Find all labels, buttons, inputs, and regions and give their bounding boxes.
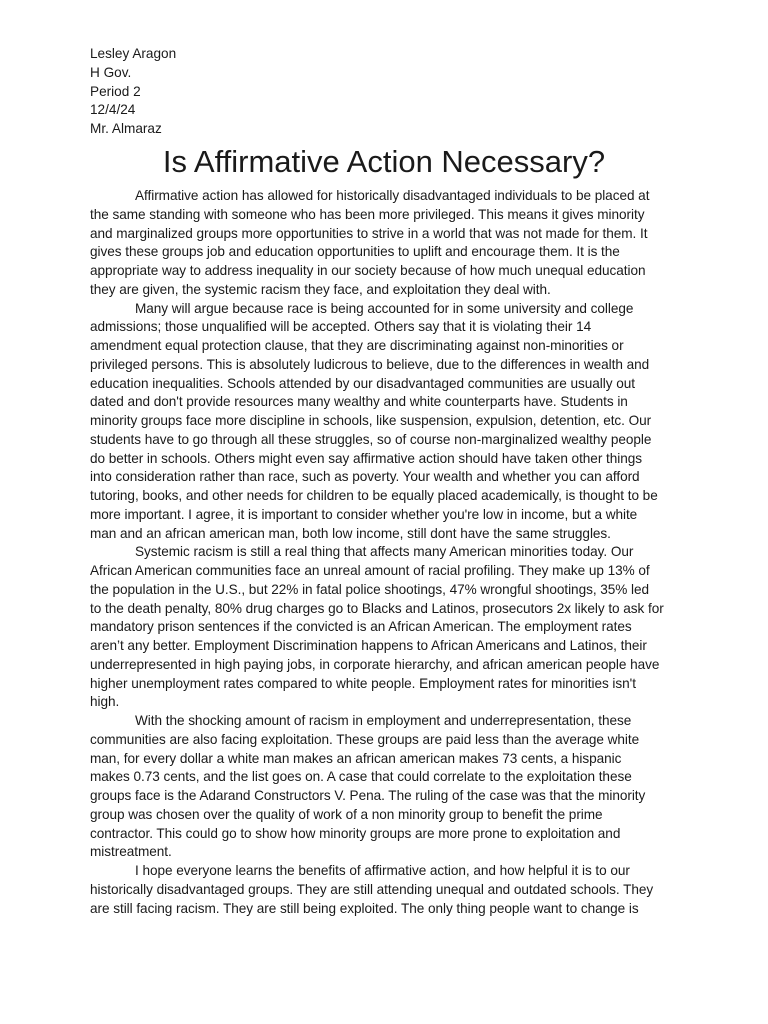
paragraph-line: to the death penalty, 80% drug charges go to Blacks and Latinos, prosecutors 2x likely to ask for (90, 600, 664, 616)
paragraph-line: historically disadvantaged groups. They are still attending unequal and outdated schools. They (90, 881, 654, 897)
paragraph-line: contractor. This could go to show how minority groups are more prone to exploitation and (90, 825, 621, 841)
paragraph-line: mistreatment. (90, 844, 172, 860)
paragraph-line: students have to go through all these struggles, so of course non-marginalized wealthy people (90, 431, 652, 447)
paragraph-line: privileged persons. This is absolutely ludicrous to believe, due to the differences in wealth and (90, 356, 650, 372)
paragraph-line: Many will argue because race is being accounted for in some university and college (135, 300, 634, 316)
essay-body (90, 187, 690, 918)
paragraph-line: Systemic racism is still a real thing that affects many American minorities today. Our (135, 544, 634, 560)
paragraph-line: gives these groups job and education opportunities to uplift and encourage them. It is the (90, 244, 620, 260)
paragraph-line: tutoring, books, and other needs for children to be equally placed academically, is thought to be (90, 488, 658, 503)
paragraph-line: more important. I agree, it is important to consider whether you're low in income, but a white (90, 506, 638, 522)
student-name: Lesley Aragon (90, 46, 177, 61)
paragraph-line: African American communities face an unreal amount of racial profiling. They make up 13% of (90, 563, 650, 578)
paragraph-line: and marginalized groups more opportunities to strive in a world that was not made for them. It (90, 225, 648, 241)
date: 12/4/24 (90, 102, 136, 118)
paragraph-line: group was chosen over the quality of work of a non minority group to benefit the prime (90, 806, 603, 822)
paragraph-line: mandatory prison sentences if the convicted is an African American. The employment rates (90, 619, 632, 635)
paragraph-line: into consideration rather than race, such as poverty. Your wealth and whether you can afford (90, 469, 640, 485)
paragraph-line: Affirmative action has allowed for historically disadvantaged individuals to be placed at (135, 188, 650, 203)
paragraph-line: are still facing racism. They are still being exploited. The only thing people want to change is (90, 900, 639, 916)
paragraph-line: education inequalities. Schools attended by our disadvantaged communities are usually out (90, 375, 635, 391)
essay-paragraph (90, 187, 690, 300)
paragraph-line: underrepresented in high paying jobs, in corporate hierarchy, and african american people have (90, 656, 660, 672)
paragraph-line: aren’t any better. Employment Discrimination happens to African Americans and Latinos, their (90, 638, 647, 653)
paragraph-line: the population in the U.S., but 22% in fatal police shootings, 47% wrongful shootings, 35% led (90, 581, 650, 597)
essay-paragraph (90, 862, 690, 918)
paragraph-line: minority groups face more discipline in schools, like suspension, expulsion, detention, etc. Our (90, 413, 652, 428)
paragraph-line: they are given, the systemic racism they face, and exploitation they deal with. (90, 281, 551, 297)
paragraph-line: dated and don't provide resources many wealthy and white counterparts have. Students in (90, 394, 628, 410)
paragraph-line: amendment equal protection clause, that they are discriminating against non-minorities or (90, 338, 624, 353)
paragraph-line: man, for every dollar a white man makes an african american makes 73 cents, a hispanic (90, 750, 622, 766)
class-name: H Gov. (90, 64, 132, 80)
essay-paragraph (90, 712, 690, 862)
header-block (90, 45, 690, 139)
paragraph-line: communities are also facing exploitation. These groups are paid less than the average white (90, 731, 640, 747)
period: Period 2 (90, 83, 141, 99)
paragraph-line: With the shocking amount of racism in employment and underrepresentation, these (135, 713, 632, 728)
essay-paragraph (90, 543, 690, 712)
essay-paragraph (90, 300, 690, 544)
paragraph-line: high. (90, 694, 120, 710)
paragraph-line: appropriate way to address inequality in our society because of how much unequal education (90, 263, 646, 278)
paragraph-line: makes 0.73 cents, and the list goes on. A case that could correlate to the exploitation these (90, 769, 632, 785)
paragraph-line: admissions; those unqualified will be accepted. Others say that it is violating their 14 (90, 319, 592, 335)
paragraph-line: higher unemployment rates compared to white people. Employment rates for minorities isn't (90, 675, 636, 691)
page-title: Is Affirmative Action Necessary? (162, 144, 606, 179)
paragraph-line: man and an african american man, both low income, still dont have the same struggles. (90, 525, 611, 541)
paragraph-line: do better in schools. Others might even say affirmative action should have taken other things (90, 450, 642, 466)
teacher-name: Mr. Almaraz (90, 121, 162, 137)
paragraph-line: groups face is the Adarand Constructors V. Pena. The ruling of the case was that the minority (90, 788, 646, 803)
paragraph-line: I hope everyone learns the benefits of affirmative action, and how helpful it is to our (135, 863, 630, 878)
paragraph-line: the same standing with someone who has been more privileged. This means it gives minority (90, 206, 645, 222)
